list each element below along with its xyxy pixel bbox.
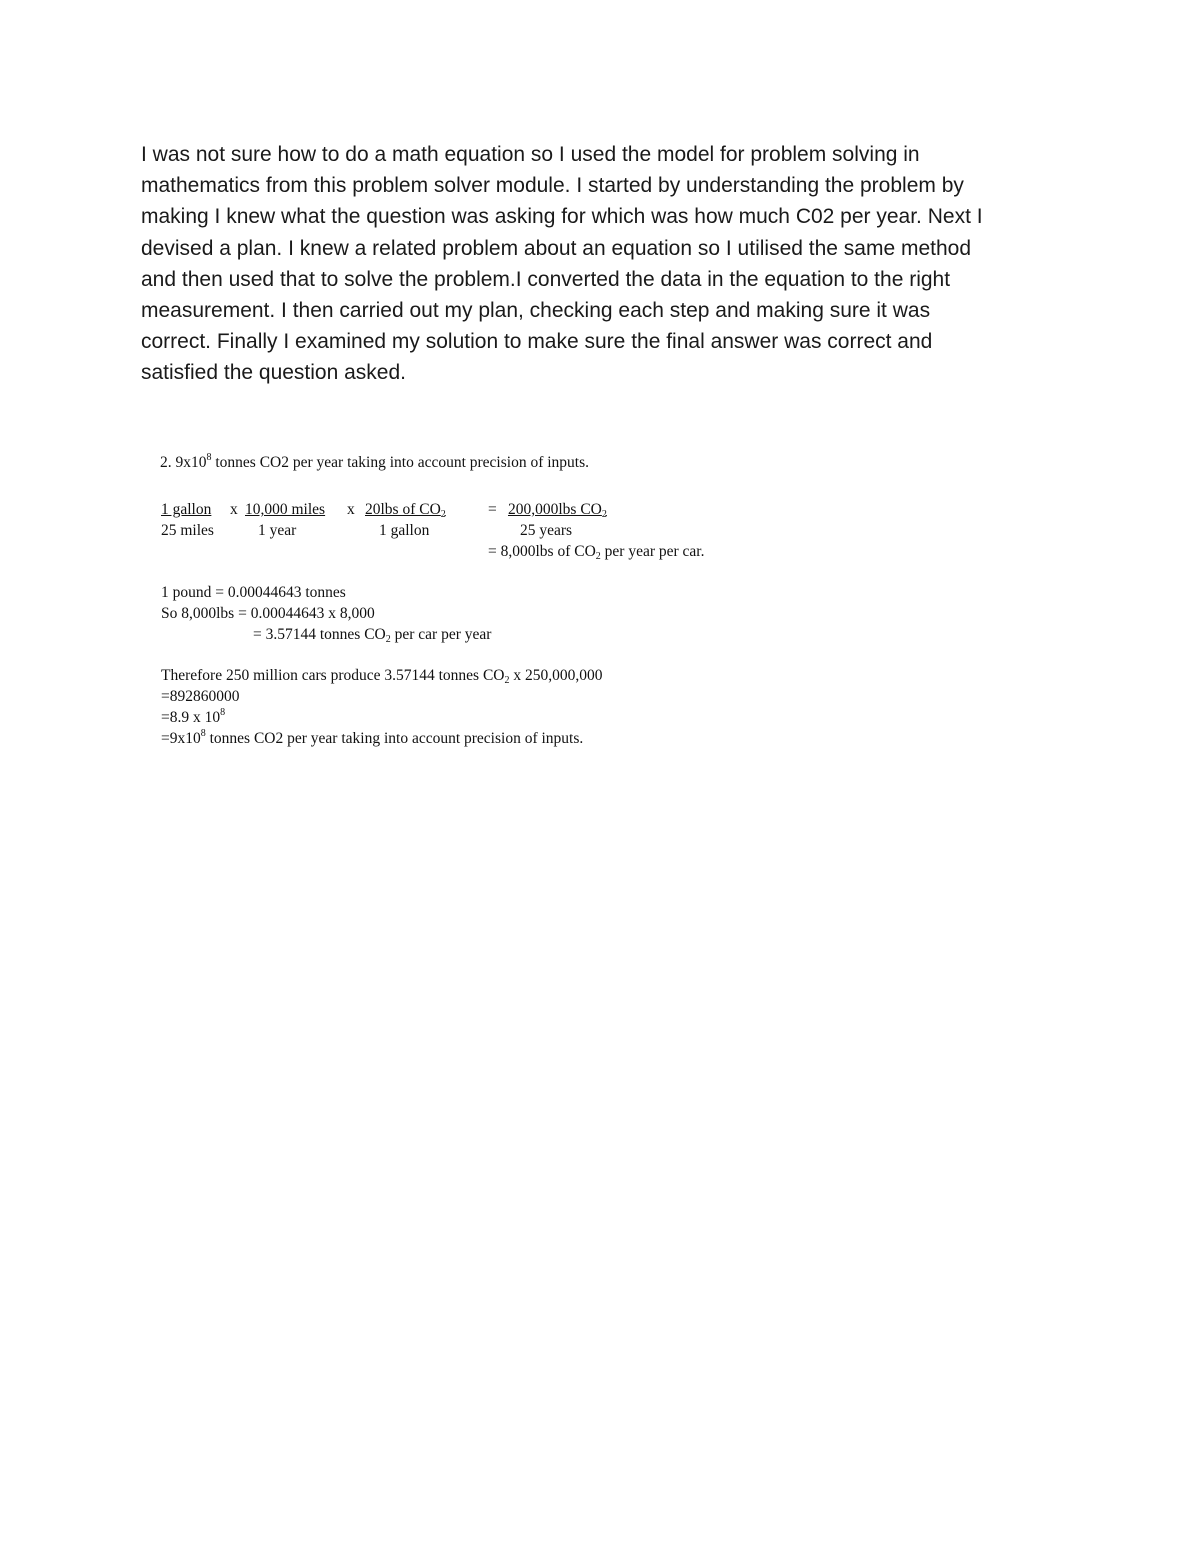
conclusion-line: =892860000 — [161, 688, 240, 705]
paragraph-line: devised a plan. I knew a related problem about an equation so I utilised the same method — [141, 236, 972, 260]
multiply-sign: x — [230, 501, 238, 518]
conversion-result: = 3.57144 tonnes $CO_2$ per car per year — [253, 626, 492, 645]
per-car-result: = 8,000lbs of $CO_2$ per year per car. — [488, 543, 705, 562]
fraction-1-numerator: 1 gallon — [161, 501, 212, 518]
paragraph-line: mathematics from this problem solver module. I started by understanding the problem by — [141, 174, 964, 198]
fraction-1-denominator: 25 miles — [161, 522, 214, 539]
paragraph-line: correct. Finally I examined my solution to make sure the final answer was correct and — [141, 330, 933, 354]
conversion-line: 1 pound = 0.00044643 tonnes — [161, 584, 346, 601]
paragraph-line: measurement. I then carried out my plan, checking each step and making sure it was — [141, 299, 931, 323]
conclusion-line: Therefore 250 million cars produce 3.57144 tonnes $CO_2$ x 250,000,000 — [161, 667, 603, 686]
conversion-line: So 8,000lbs = 0.00044643 x 8,000 — [161, 605, 375, 622]
multiply-sign: x — [347, 501, 355, 518]
fraction-2-numerator: 10,000 miles — [245, 501, 326, 518]
fraction-2-denominator: 1 year — [258, 522, 297, 539]
final-answer-line: $=9x10^8$ tonnes CO2 per year taking into account precision of inputs. — [161, 728, 584, 747]
paragraph-line: and then used that to solve the problem.I converted the data in the equation to the right — [141, 267, 951, 291]
fraction-3-numerator: 20lbs of $CO_2$ — [365, 501, 446, 520]
fraction-3-denominator: 1 gallon — [379, 522, 430, 539]
paragraph-line: making I knew what the question was asking for which was how much C02 per year. Next I — [141, 205, 983, 229]
paragraph-line: I was not sure how to do a math equation so I used the model for problem solving in — [141, 143, 920, 166]
answer-heading: 2. $9x10^8$ tonnes CO2 per year taking into account precision of inputs. — [160, 452, 590, 471]
explanation-paragraph — [141, 139, 1061, 389]
equals-sign: = — [488, 501, 497, 518]
conclusion-line: =8.9 x $10^8$ — [161, 707, 226, 726]
result-denominator: 25 years — [520, 522, 573, 539]
result-numerator: 200,000lbs $CO_2$ — [508, 501, 607, 520]
paragraph-line: satisfied the question asked. — [141, 361, 407, 385]
